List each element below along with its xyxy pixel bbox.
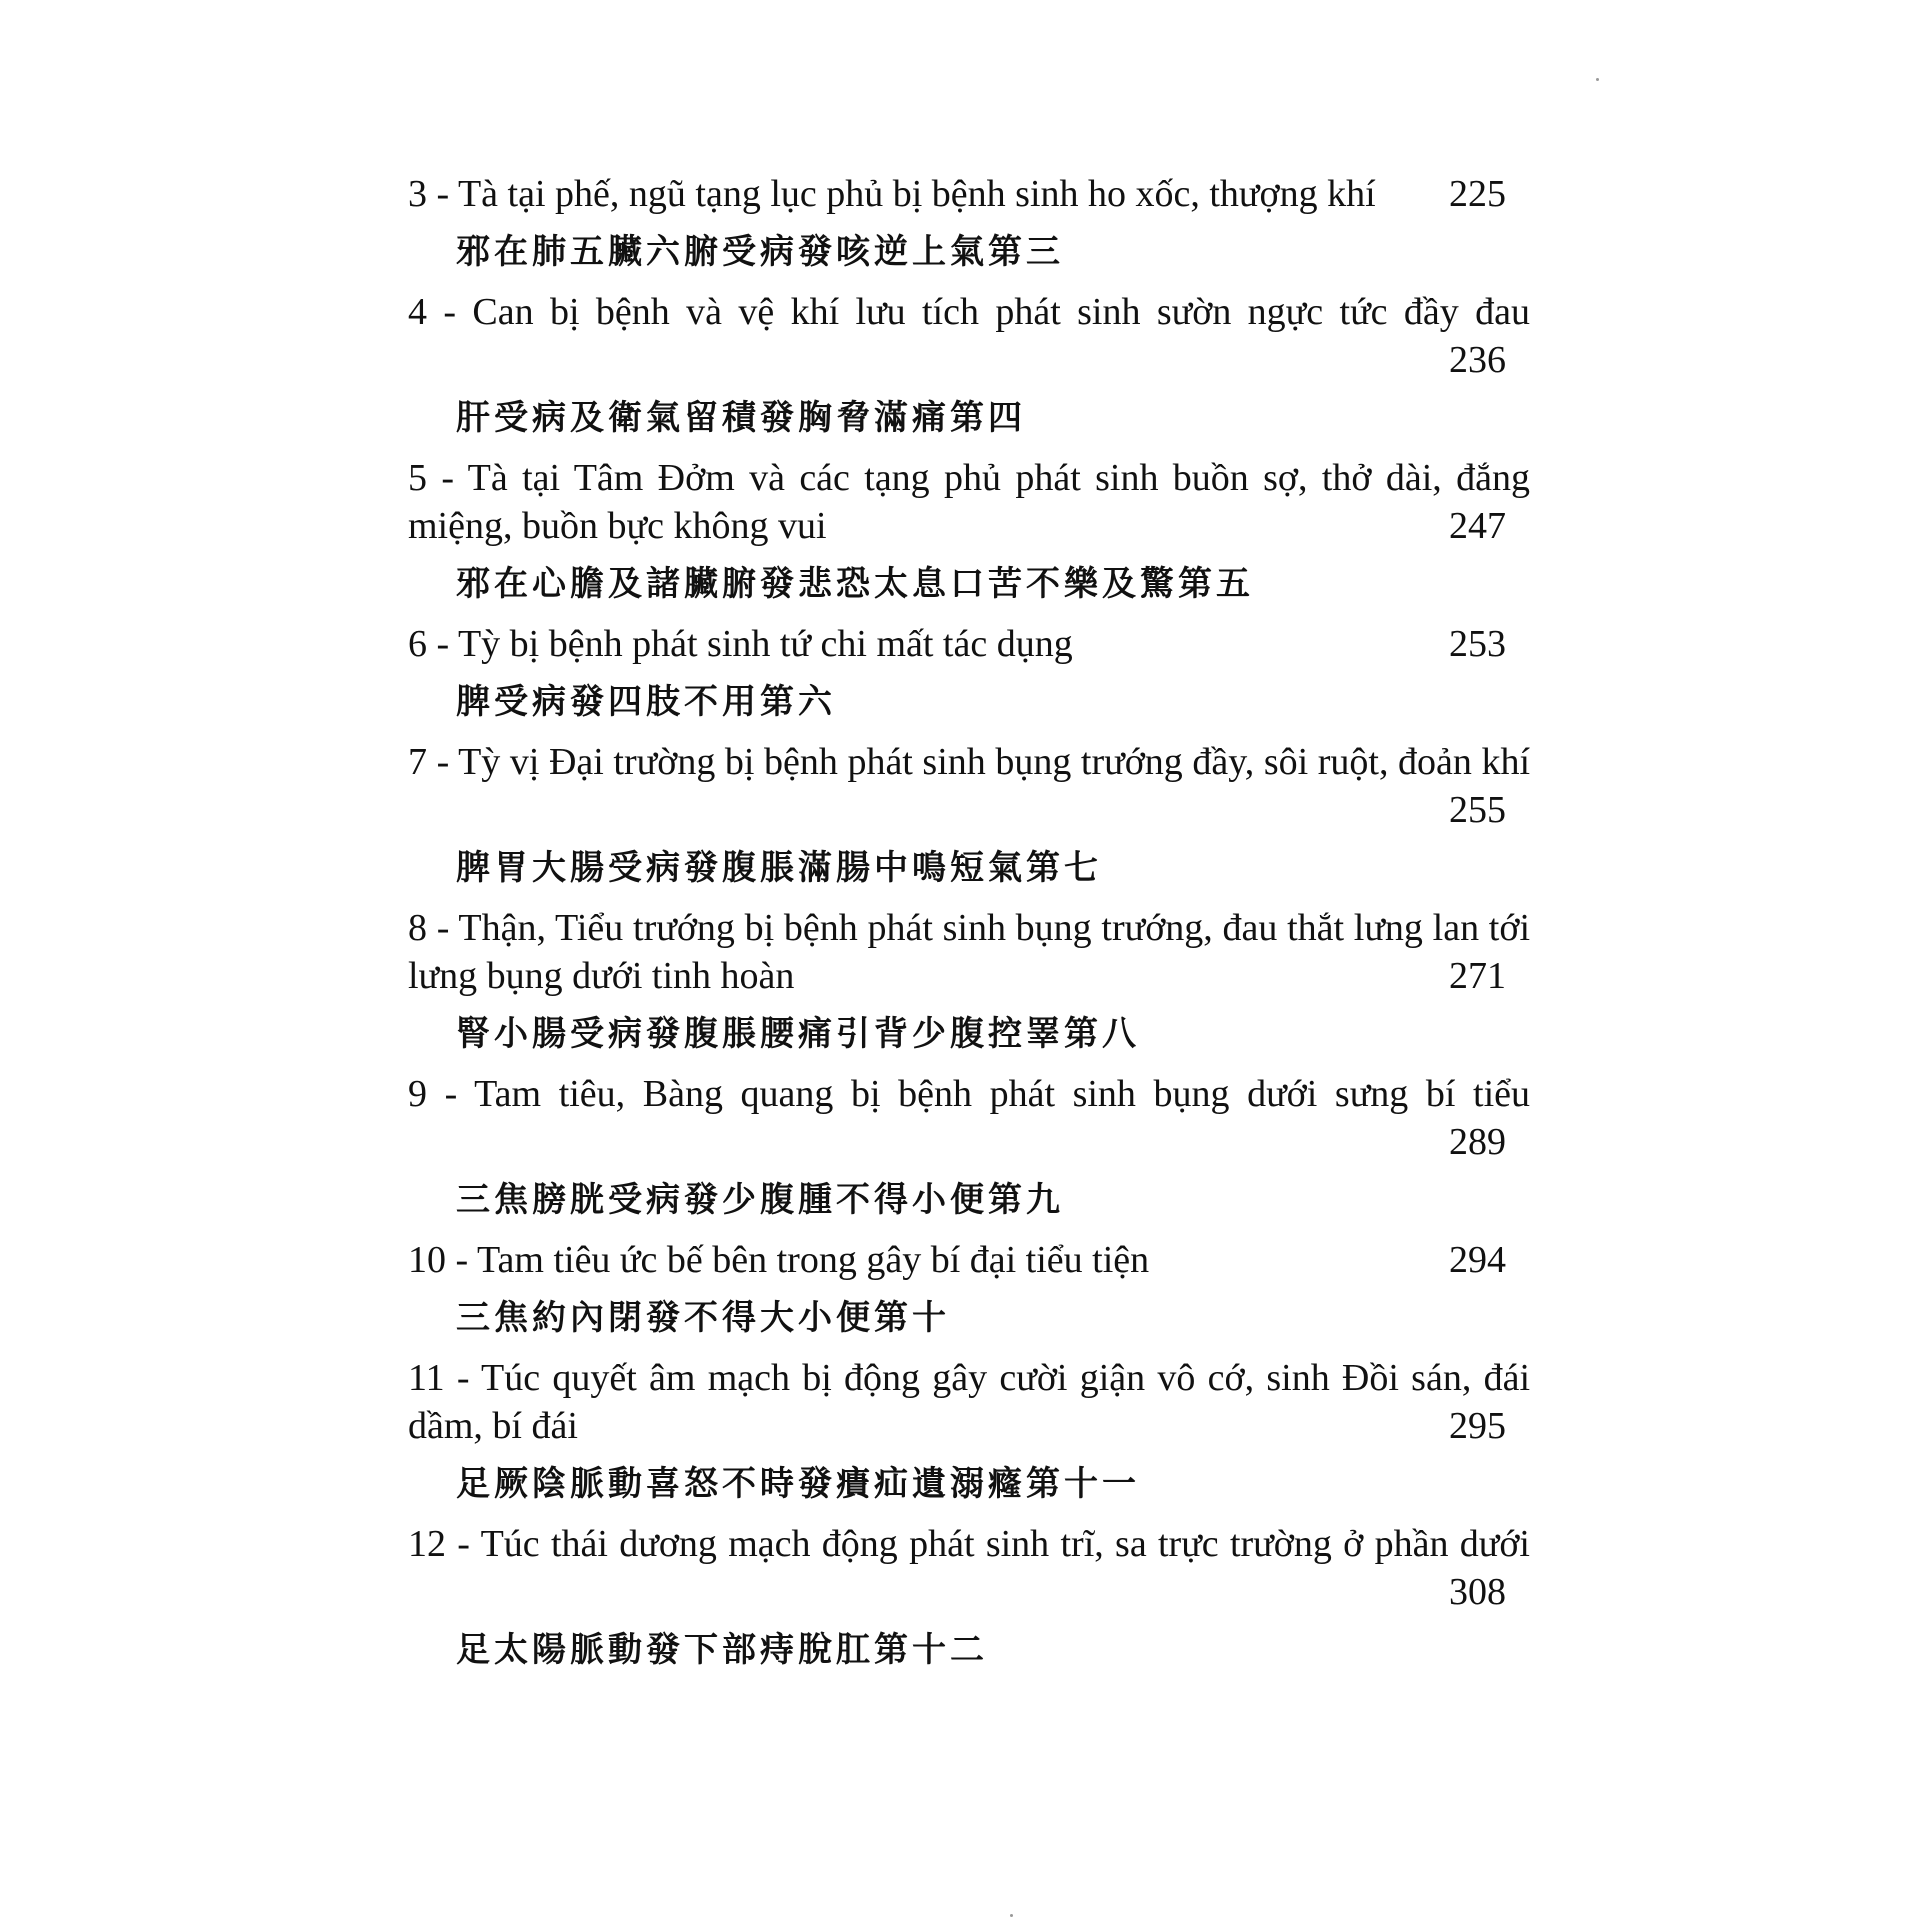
entry-title [408, 620, 1530, 668]
chinese-title: 三焦約內閉發不得大小便第十 [456, 1298, 950, 1338]
entry-title-text: 5 - Tà tại Tâm Đởm và các tạng phủ phát sinh buồn sợ, thở dài, đắng miệng, buồn bực không vui [408, 457, 1530, 547]
page-number: 255 [1449, 789, 1506, 831]
chinese-title: 三焦膀胱受病發少腹腫不得小便第九 [456, 1180, 1064, 1220]
chinese-title: 足太陽脈動發下部痔脫肛第十二 [456, 1630, 988, 1670]
entry-title [408, 738, 1530, 834]
chinese-title: 肝受病及衛氣留積發胸脅滿痛第四 [456, 398, 1026, 438]
entry-title [408, 1070, 1530, 1166]
entry-title-text: 11 - Túc quyết âm mạch bị động gây cười giận vô cớ, sinh Đồi sán, đái dầm, bí đái [408, 1357, 1530, 1447]
entry-title-text: 7 - Tỳ vị Đại trường bị bệnh phát sinh bụng trướng đầy, sôi ruột, đoản khí [408, 741, 1530, 783]
entry-title-text: 12 - Túc thái dương mạch động phát sinh trĩ, sa trực trường ở phần dưới [408, 1523, 1530, 1565]
chinese-title: 邪在心膽及諸臟腑發悲恐太息口苦不樂及驚第五 [456, 564, 1254, 604]
entry-title-text: 4 - Can bị bệnh và vệ khí lưu tích phát sinh sườn ngực tức đầy đau [408, 291, 1530, 333]
chinese-title: 邪在肺五臟六腑受病發咳逆上氣第三 [456, 232, 1064, 272]
toc-entry-5 [408, 454, 1530, 606]
table-of-contents [408, 170, 1530, 1686]
entry-title-text: 6 - Tỳ bị bệnh phát sinh tứ chi mất tác dụng [408, 623, 1073, 665]
entry-title [408, 1520, 1530, 1616]
entry-title-text: 10 - Tam tiêu ức bế bên trong gây bí đại tiểu tiện [408, 1239, 1150, 1281]
toc-entry-4 [408, 288, 1530, 440]
chinese-title: 脾受病發四肢不用第六 [456, 682, 836, 722]
entry-title-text: 9 - Tam tiêu, Bàng quang bị bệnh phát sinh bụng dưới sưng bí tiểu [408, 1073, 1530, 1115]
toc-entry-8 [408, 904, 1530, 1056]
chinese-title: 足厥陰脈動喜怒不時發㿉疝遺溺癃第十一 [456, 1464, 1140, 1504]
chinese-title: 腎小腸受病發腹脹腰痛引背少腹控睪第八 [456, 1014, 1140, 1054]
page-number: 225 [1449, 173, 1506, 215]
page-number: 247 [1449, 505, 1506, 547]
toc-entry-12 [408, 1520, 1530, 1672]
scan-speck [1010, 1914, 1013, 1917]
entry-title [408, 904, 1530, 1000]
entry-title [408, 288, 1530, 384]
page-number: 236 [1449, 339, 1506, 381]
page-number: 295 [1449, 1405, 1506, 1447]
page-number: 308 [1449, 1571, 1506, 1613]
page-number: 289 [1449, 1121, 1506, 1163]
page-number: 253 [1449, 623, 1506, 665]
toc-entry-7 [408, 738, 1530, 890]
entry-title [408, 1354, 1530, 1450]
toc-entry-11 [408, 1354, 1530, 1506]
entry-title [408, 170, 1530, 218]
entry-title [408, 454, 1530, 550]
page-number: 294 [1449, 1239, 1506, 1281]
page-number: 271 [1449, 955, 1506, 997]
chinese-title: 脾胃大腸受病發腹脹滿腸中鳴短氣第七 [456, 848, 1102, 888]
scan-speck [1596, 78, 1599, 81]
toc-entry-3 [408, 170, 1530, 274]
toc-entry-6 [408, 620, 1530, 724]
toc-entry-10 [408, 1236, 1530, 1340]
entry-title-text: 8 - Thận, Tiểu trướng bị bệnh phát sinh bụng trướng, đau thắt lưng lan tới lưng bụng dưới tinh hoàn [408, 907, 1530, 997]
entry-title [408, 1236, 1530, 1284]
entry-title-text: 3 - Tà tại phế, ngũ tạng lục phủ bị bệnh sinh ho xốc, thượng khí [408, 173, 1376, 215]
toc-entry-9 [408, 1070, 1530, 1222]
